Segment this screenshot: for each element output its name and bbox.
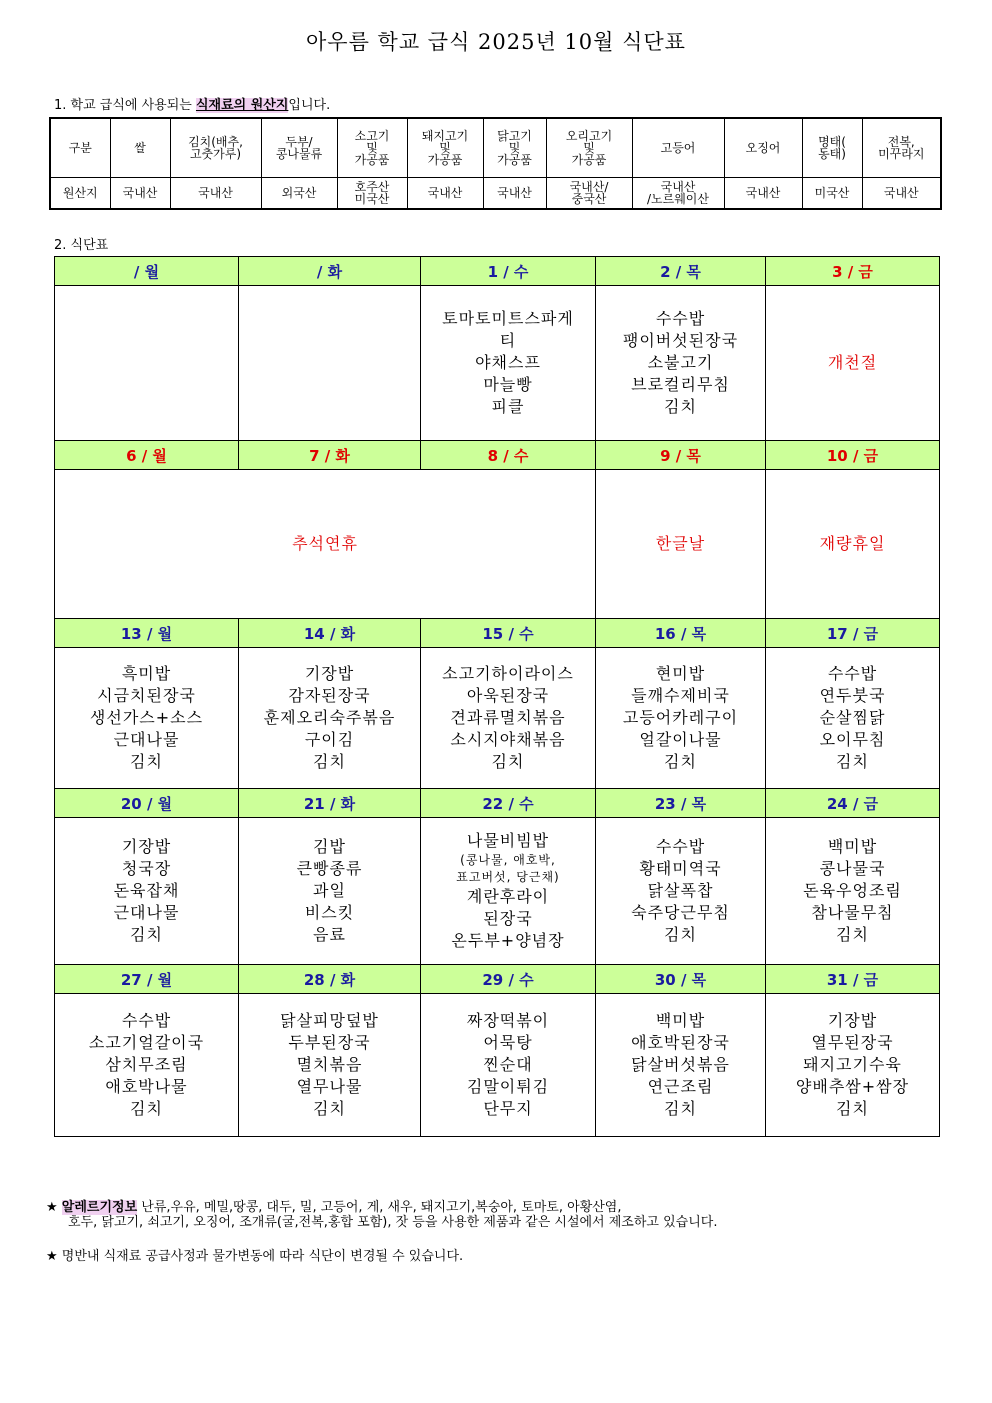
menu-cell — [766, 994, 940, 1137]
day-label: 28 / 화 — [239, 965, 421, 994]
menu-item: 구이김 — [304, 730, 355, 749]
menu-item: 기장밥 — [304, 664, 355, 683]
holiday-label: 개천절 — [827, 353, 878, 372]
menu-item: 과일 — [313, 881, 346, 900]
menu-cell — [596, 994, 766, 1137]
origin-value-cell: 국내산 — [724, 178, 802, 210]
menu-cell — [239, 818, 421, 965]
menu-table — [54, 256, 940, 1137]
day-header-row — [55, 965, 940, 994]
origin-header-cell: 닭고기 및 가공품 — [483, 118, 546, 178]
menu-item: 백미밥 — [655, 1011, 706, 1030]
day-label: 23 / 목 — [596, 789, 766, 818]
menu-item: 야채스프 — [475, 353, 541, 372]
menu-item: 돼지고기수육 — [803, 1055, 902, 1074]
menu-item: 열무나물 — [296, 1077, 363, 1096]
menu-item: 된장국 — [483, 909, 533, 928]
allergy-line-1: 난류,우유, 메밀,땅콩, 대두, 밀, 고등어, 게, 새우, 돼지고기,복숭아, 토마토, 아황산염, — [137, 1200, 622, 1215]
origin-header-cell: 돼지고기 및 가공품 — [407, 118, 483, 178]
menu-item: 김밥 — [313, 837, 346, 856]
menu-item: 애호박된장국 — [631, 1033, 730, 1052]
day-label: / 월 — [55, 257, 239, 286]
menu-item: 수수밥 — [121, 1011, 172, 1030]
day-label: 16 / 목 — [596, 619, 766, 648]
change-notice — [46, 1245, 463, 1264]
menu-cell — [596, 286, 766, 441]
menu-item: 닭살버섯볶음 — [631, 1055, 730, 1074]
day-label: 29 / 수 — [421, 965, 596, 994]
menu-item: 피클 — [491, 397, 525, 416]
menu-item: 얼갈이나물 — [639, 730, 722, 749]
menu-item: 멸치볶음 — [296, 1055, 363, 1074]
day-label: 30 / 목 — [596, 965, 766, 994]
menu-item: 숙주당근무침 — [631, 903, 730, 922]
day-label: 10 / 금 — [766, 441, 940, 470]
menu-item: 김치 — [664, 1099, 697, 1118]
menu-item: 삼치무조림 — [105, 1055, 188, 1074]
day-label: 8 / 수 — [421, 441, 596, 470]
menu-item: 티 — [499, 331, 517, 350]
menu-item: 어묵탕 — [483, 1033, 533, 1052]
menu-item: 온두부+양념장 — [451, 931, 565, 950]
menu-row — [55, 470, 940, 619]
menu-cell — [421, 818, 596, 965]
origin-header-cell: 쌀 — [110, 118, 170, 178]
menu-cell — [766, 286, 940, 441]
day-label: 20 / 월 — [55, 789, 239, 818]
menu-item: 큰빵종류 — [296, 859, 363, 878]
day-label: 22 / 수 — [421, 789, 596, 818]
menu-item: 짜장떡볶이 — [466, 1011, 550, 1030]
day-label: 24 / 금 — [766, 789, 940, 818]
day-header-row — [55, 789, 940, 818]
menu-cell — [55, 818, 239, 965]
menu-cell — [766, 818, 940, 965]
menu-item: 수수밥 — [655, 837, 706, 856]
menu-item: 기장밥 — [121, 837, 172, 856]
origin-value-cell: 국내산 — [483, 178, 546, 210]
day-label: 21 / 화 — [239, 789, 421, 818]
menu-item: 기장밥 — [827, 1011, 878, 1030]
origin-heading-prefix: 1. 학교 급식에 사용되는 — [54, 98, 196, 113]
menu-item: 돈육잡채 — [113, 881, 180, 900]
origin-value-cell: 미국산 — [802, 178, 862, 210]
origin-section-heading — [54, 94, 330, 113]
change-notice-text: 명반내 식재료 공급사정과 물가변동에 따라 식단이 변경될 수 있습니다. — [57, 1249, 464, 1264]
menu-item: 고등어카레구이 — [622, 708, 739, 727]
menu-item: 김치 — [664, 925, 697, 944]
menu-item: 소시지야채볶음 — [450, 730, 566, 749]
menu-item: 김치 — [130, 752, 163, 771]
menu-item: 시금치된장국 — [97, 686, 196, 705]
allergy-info — [46, 1200, 717, 1230]
menu-item: 찐순대 — [483, 1055, 533, 1074]
menu-item: 참나물무침 — [811, 903, 894, 922]
origin-value-cell: 원산지 — [50, 178, 110, 210]
menu-item: 닭살피망덮밥 — [280, 1011, 379, 1030]
day-label: 27 / 월 — [55, 965, 239, 994]
day-label: 15 / 수 — [421, 619, 596, 648]
origin-value-cell: 국내산 — [862, 178, 941, 210]
menu-item: 수수밥 — [655, 309, 706, 328]
menu-item: 계란후라이 — [466, 887, 550, 906]
menu-item: 청국장 — [121, 859, 172, 878]
menu-item: 소고기얼갈이국 — [88, 1033, 205, 1052]
origin-heading-highlight: 식재료의 원산지 — [195, 98, 289, 113]
origin-header-cell: 명태( 동태) — [802, 118, 862, 178]
menu-item: 표고버섯, 당근채) — [456, 870, 560, 884]
menu-item: 애호박나물 — [105, 1077, 188, 1096]
menu-row — [55, 818, 940, 965]
day-label: 6 / 월 — [55, 441, 239, 470]
menu-item: 김치 — [313, 752, 346, 771]
origin-header-cell: 오리고기 및 가공품 — [546, 118, 632, 178]
menu-item: 돈육우엉조림 — [803, 881, 902, 900]
menu-item: 소불고기 — [647, 353, 714, 372]
menu-item: 현미밥 — [655, 664, 706, 683]
menu-item: 들깨수제비국 — [631, 686, 730, 705]
day-label: 2 / 목 — [596, 257, 766, 286]
holiday-cell — [766, 470, 940, 619]
origin-header-cell: 전복, 미꾸라지 — [862, 118, 941, 178]
menu-item: 백미밥 — [827, 837, 878, 856]
origin-header-cell: 오징어 — [724, 118, 802, 178]
menu-cell — [596, 818, 766, 965]
menu-cell — [55, 648, 239, 789]
menu-row — [55, 994, 940, 1137]
menu-item: 오이무침 — [819, 730, 886, 749]
origin-header-cell: 김치(배추, 고춧가루) — [170, 118, 261, 178]
menu-item: 소고기하이라이스 — [442, 664, 574, 683]
menu-item: 김치 — [664, 752, 697, 771]
menu-item: 콩나물국 — [819, 859, 886, 878]
holiday-cell — [596, 470, 766, 619]
menu-item: 근대나물 — [113, 730, 180, 749]
menu-cell — [421, 286, 596, 441]
day-label: 9 / 목 — [596, 441, 766, 470]
menu-item: 감자된장국 — [288, 686, 371, 705]
day-label: 14 / 화 — [239, 619, 421, 648]
menu-cell — [421, 648, 596, 789]
menu-item: 아욱된장국 — [466, 686, 550, 705]
menu-item: 음료 — [313, 925, 346, 944]
menu-item: 김치 — [130, 925, 163, 944]
holiday-label: 추석연휴 — [292, 534, 358, 553]
menu-item: 연근조림 — [647, 1077, 714, 1096]
menu-item: 견과류멸치볶음 — [450, 708, 566, 727]
holiday-label: 한글날 — [655, 534, 706, 553]
star-icon: ★ — [46, 1200, 58, 1215]
origin-value-cell: 호주산 미국산 — [337, 178, 407, 210]
origin-value-cell: 외국산 — [261, 178, 337, 210]
menu-item: 양배추쌈+쌈장 — [795, 1077, 910, 1096]
origin-value-cell: 국내산 — [170, 178, 261, 210]
star-icon: ★ — [46, 1249, 58, 1264]
menu-item: 김말이튀김 — [466, 1077, 550, 1096]
origin-heading-suffix: 입니다. — [288, 98, 331, 113]
page-title: 아우름 학교 급식 2025년 10월 식단표 — [306, 30, 686, 54]
menu-item: 수수밥 — [827, 664, 878, 683]
origin-header-cell: 두부/ 콩나물류 — [261, 118, 337, 178]
menu-cell — [766, 648, 940, 789]
menu-item: 브로컬리무침 — [631, 375, 730, 394]
day-label: 3 / 금 — [766, 257, 940, 286]
day-header-row — [55, 619, 940, 648]
menu-cell — [55, 286, 239, 441]
menu-item: 열무된장국 — [811, 1033, 894, 1052]
menu-section-heading: 2. 식단표 — [54, 238, 109, 253]
holiday-label: 재량휴일 — [819, 534, 886, 553]
menu-item: 김치 — [836, 752, 869, 771]
menu-item: 비스킷 — [304, 903, 355, 922]
menu-item: 훈제오리숙주볶음 — [263, 708, 396, 727]
menu-item: 김치 — [664, 397, 697, 416]
menu-cell — [239, 994, 421, 1137]
menu-item: 김치 — [491, 752, 525, 771]
origin-value-cell: 국내산 — [407, 178, 483, 210]
menu-item: 황태미역국 — [639, 859, 722, 878]
menu-item: 생선가스+소스 — [89, 708, 204, 727]
origin-value-cell: 국내산/ 중국산 — [546, 178, 632, 210]
menu-item: 흑미밥 — [121, 664, 172, 683]
origin-header-row — [50, 118, 941, 178]
origin-value-cell: 국내산 — [110, 178, 170, 210]
menu-cell — [596, 648, 766, 789]
menu-item: 김치 — [836, 1099, 869, 1118]
origin-header-cell: 소고기 및 가공품 — [337, 118, 407, 178]
menu-row — [55, 648, 940, 789]
menu-item: 김치 — [836, 925, 869, 944]
day-label: 13 / 월 — [55, 619, 239, 648]
menu-item: 마늘빵 — [483, 375, 533, 394]
menu-item: 김치 — [130, 1099, 163, 1118]
menu-cell — [421, 994, 596, 1137]
menu-item: 두부된장국 — [288, 1033, 371, 1052]
menu-item: 토마토미트스파게 — [442, 309, 574, 328]
menu-item: 근대나물 — [113, 903, 180, 922]
day-label: 7 / 화 — [239, 441, 421, 470]
menu-item: 닭살폭찹 — [647, 881, 714, 900]
menu-item: 김치 — [313, 1099, 346, 1118]
day-header-row — [55, 441, 940, 470]
menu-item: 팽이버섯된장국 — [622, 331, 739, 350]
origin-header-cell: 고등어 — [632, 118, 724, 178]
menu-item: 순살찜닭 — [819, 708, 886, 727]
allergy-line-2: 호두, 닭고기, 쇠고기, 오징어, 조개류(굴,전복,홍합 포함), 잣 등을 사용한 제품과 같은 시설에서 제조하고 있습니다. — [68, 1215, 718, 1230]
menu-cell — [239, 648, 421, 789]
day-label: 31 / 금 — [766, 965, 940, 994]
origin-header-cell: 구분 — [50, 118, 110, 178]
day-label: 1 / 수 — [421, 257, 596, 286]
menu-cell — [239, 286, 421, 441]
allergy-label: 알레르기정보 — [61, 1200, 138, 1215]
origin-value-row — [50, 178, 941, 210]
menu-cell — [55, 994, 239, 1137]
day-label: 17 / 금 — [766, 619, 940, 648]
origin-value-cell: 국내산 /노르웨이산 — [632, 178, 724, 210]
menu-item: (콩나물, 애호박, — [460, 853, 556, 867]
menu-item: 나물비빔밥 — [466, 831, 550, 850]
day-header-row — [55, 257, 940, 286]
menu-row — [55, 286, 940, 441]
holiday-cell — [55, 470, 596, 619]
origin-table — [49, 117, 942, 210]
menu-item: 단무지 — [483, 1099, 533, 1118]
day-label: / 화 — [239, 257, 421, 286]
menu-item: 연두붓국 — [819, 686, 886, 705]
